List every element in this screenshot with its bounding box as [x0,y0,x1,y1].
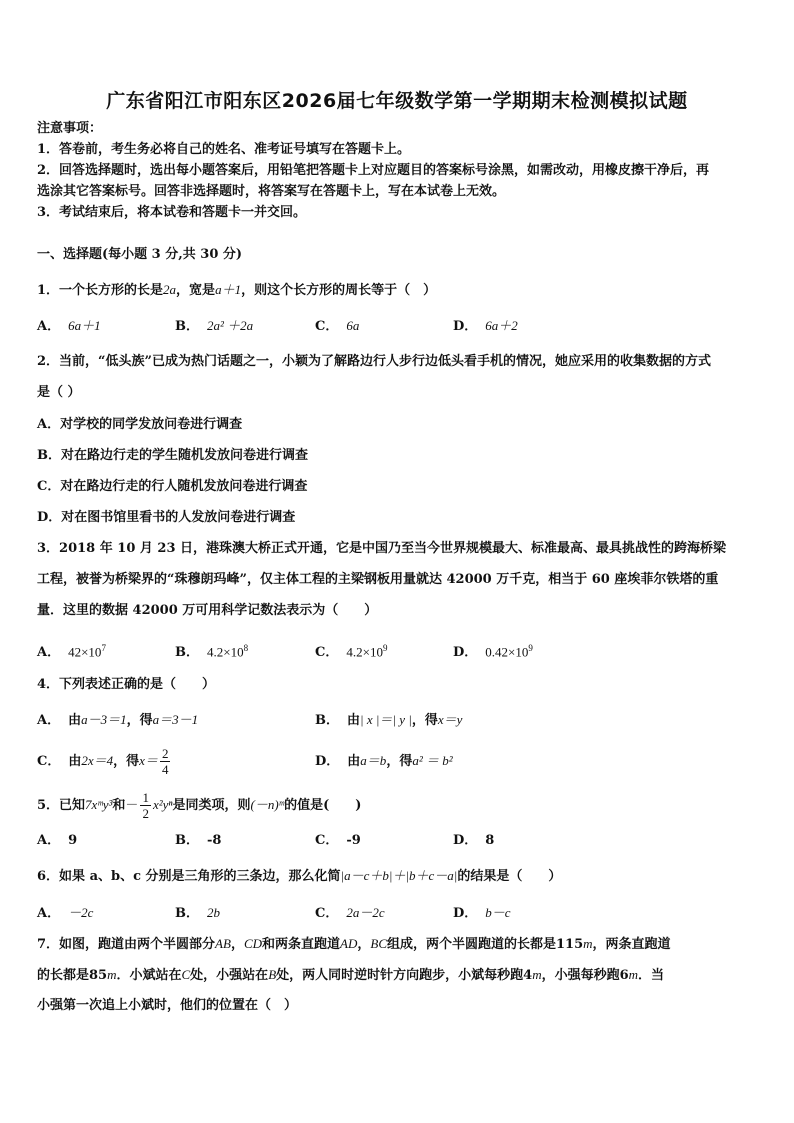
section-heading: 一、选择题(每小题 3 分,共 30 分) [37,247,243,262]
q6-option-c[interactable]: C． 2a－2c [315,905,385,921]
q2-option-a[interactable]: A．对学校的同学发放问卷进行调查 [37,417,243,432]
q5-option-c[interactable]: C． -9 [315,833,361,848]
q7-stem-line3: 小强第一次追上小斌时，他们的位置在（ ） [37,998,298,1013]
q5-stem: 5．已知7xᵐy³和－ $\frac{1}{2}$ x²yⁿ是同类项，则(－n)ᵐ的值是( ) [37,790,362,821]
q2-option-d[interactable]: D．对在图书馆里看书的人发放问卷进行调查 [37,510,296,525]
q3-stem-line1: 3．2018 年 10 月 23 日，港珠澳大桥正式开通，它是中国乃至当今世界规模最大、标准最高、最具挑战性的跨海桥梁 [37,541,727,556]
q2-stem-line2: 是（ ） [37,385,81,400]
q3-stem-line2: 工程，被誉为桥梁界的“珠穆朗玛峰”，仅主体工程的主梁钢板用量就达 42000 万千克，相当于 60 座埃菲尔铁塔的重 [37,572,719,587]
q5-option-a[interactable]: A． 9 [37,833,78,848]
notice-heading: 注意事项： [37,121,103,136]
q1-option-c[interactable]: C． 6a [315,318,360,334]
notice-item-3: 3．考试结束后，将本试卷和答题卡一并交回。 [37,205,307,220]
q6-option-a[interactable]: A． －2c [37,905,94,921]
q3-option-a[interactable]: A． $42\times 10^7$ [37,643,106,661]
q3-option-b[interactable]: B． $4.2\times 10^8$ [175,643,249,661]
q3-option-d[interactable]: D． $0.42\times 10^9$ [453,643,533,661]
q4-option-a[interactable]: A． 由a－3＝1，得a＝3－1 [37,712,199,728]
notice-item-1: 1．答卷前，考生务必将自己的姓名、准考证号填写在答题卡上。 [37,142,411,157]
notice-item-2-cont: 选涂其它答案标号。回答非选择题时，将答案写在答题卡上，写在本试卷上无效。 [37,184,506,199]
q1-option-a[interactable]: A． 6a＋1 [37,318,101,334]
q5-option-d[interactable]: D． 8 [453,833,495,848]
q3-stem-line3: 量．这里的数据 42000 万可用科学记数法表示为（ ） [37,603,378,618]
q2-stem-line1: 2．当前，“低头族”已成为热门话题之一，小颖为了解路边行人步行边低头看手机的情况，她应采用的收集数据的方式 [37,354,712,369]
q7-stem-line1: 7．如图，跑道由两个半圆部分AB，CD和两条直跑道AD，BC组成，两个半圆跑道的长都是115m，两条直跑道 [37,936,671,952]
q5-option-b[interactable]: B． -8 [175,833,222,848]
q1-option-d[interactable]: D． 6a＋2 [453,318,518,334]
q1-option-b[interactable]: B． 2a² ＋2a [175,318,254,334]
q7-stem-line2: 的长都是85m．小斌站在C处，小强站在B处，两人同时逆时针方向跑步，小斌每秒跑4m，小强每秒跑6m．当 [37,967,665,983]
q4-stem: 4．下列表述正确的是（ ） [37,677,216,692]
q6-stem: 6．如果 a、b、c 分别是三角形的三条边，那么化简|a－c＋b|＋|b＋c－a|的结果是（ ） [37,868,562,884]
q2-option-c[interactable]: C．对在路边行走的行人随机发放问卷进行调查 [37,479,308,494]
q1-stem: 1．一个长方形的长是2a，宽是a＋1，则这个长方形的周长等于（ ） [37,282,437,298]
q6-option-b[interactable]: B． 2b [175,905,220,921]
q4-option-d[interactable]: D． 由a＝b，得a² ＝ b² [315,753,453,769]
q2-option-b[interactable]: B．对在路边行走的学生随机发放问卷进行调查 [37,448,309,463]
notice-item-2: 2．回答选择题时，选出每小题答案后，用铅笔把答题卡上对应题目的答案标号涂黑，如需改动，用橡皮擦干净后，再 [37,163,710,178]
q6-option-d[interactable]: D． b－c [453,905,511,921]
q4-option-b[interactable]: B． 由| x |＝| y |，得x＝y [315,712,463,728]
page-title: 广东省阳江市阳东区2026届七年级数学第一学期期末检测模拟试题 [106,90,688,112]
q4-option-c[interactable]: C． 由2x＝4，得x＝ $\frac{2}{4}$ [37,746,169,777]
q3-option-c[interactable]: C． $4.2\times 10^9$ [315,643,388,661]
